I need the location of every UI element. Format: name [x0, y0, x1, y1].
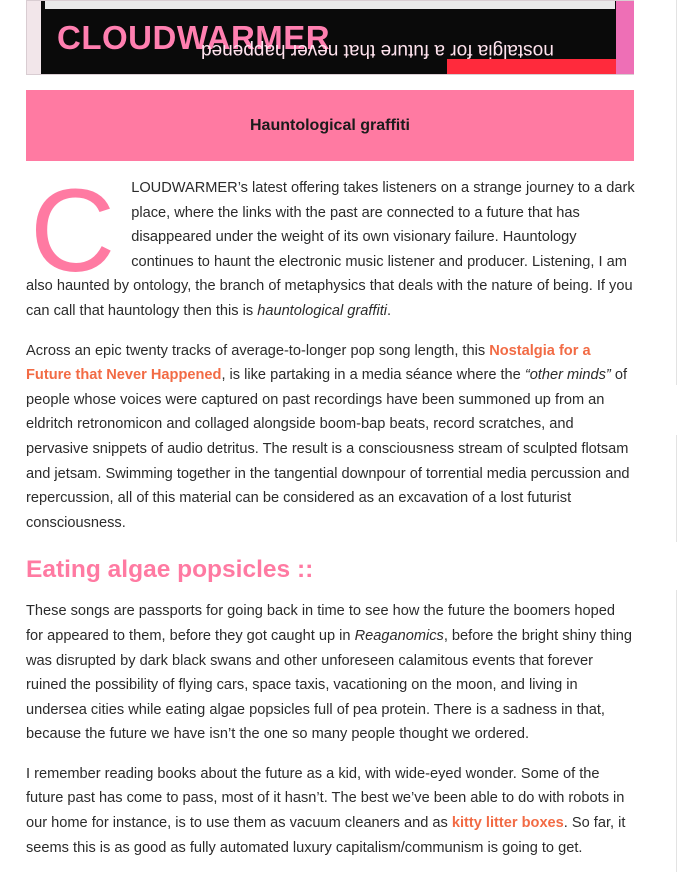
sidebar-divider-top	[676, 0, 677, 385]
sidebar-divider-middle	[676, 435, 677, 542]
cover-subtitle-inverted: nostalgia for a future that never happened	[201, 40, 554, 61]
paragraph-tracks	[26, 339, 636, 536]
paragraph-robots-start: I remember reading books about the future as a kid, with wide-eyed wonder. Some of the future past has come to pass, most of it hasn’t. The best we’ve been able to do with robots in our home for instance, is to use them as vacuum cleaners and as	[26, 765, 625, 832]
sidebar-divider-bottom	[676, 590, 677, 872]
cover-top-strip	[45, 1, 615, 9]
paragraph-tracks-end: of people whose voices were captured on past recordings have been summoned up from an eldritch retronomicon and collaged alongside boom-bap beats, record scratches, and pervasive snippets of audio detritus. The result is a consciousness stream of sculpted flotsam and jetsam. Swimming together in the tangential downpour of torrential media percussion and repercussion, all of this material can be considered as an excavation of a lost futurist consciousness.	[26, 367, 630, 531]
drop-cap: C	[30, 165, 116, 297]
paragraph-intro-end: .	[387, 302, 392, 319]
paragraph-boomers	[26, 599, 636, 747]
paragraph-tracks-mid: , is like partaking in a media séance where the	[221, 367, 525, 384]
article-body	[26, 165, 636, 872]
paragraph-robots-end: . So far, it seems this is as good as fully automated luxury capitalism/communism is going to get.	[26, 815, 626, 856]
paragraph-robots	[26, 762, 636, 860]
paragraph-intro	[26, 165, 636, 324]
cover-title: CLOUDWARMER	[57, 19, 331, 56]
paragraph-boomers-emphasis: Reaganomics	[354, 627, 444, 644]
cover-pink-edge	[616, 1, 634, 74]
cover-red-block	[447, 59, 621, 74]
album-link[interactable]: Nostalgia for a Future that Never Happened	[26, 342, 591, 384]
paragraph-intro-text: LOUDWARMER’s latest offering takes listeners on a strange journey to a dark place, where the links with the past are connected to a future that has disappeared under the weight of its own visionary failure. Hauntology continues to haunt the electronic music listener and producer. Listening, I am also haunted by ontology, the branch of metaphysics that deals with the nature of being. If you can call that hauntology then this is	[26, 180, 635, 319]
paragraph-tracks-emphasis: “other minds”	[524, 367, 611, 384]
paragraph-intro-emphasis: hauntological graffiti	[257, 302, 388, 319]
image-caption-banner	[26, 90, 634, 161]
section-heading: Eating algae popsicles ::	[26, 556, 314, 584]
kitty-litter-link[interactable]: kitty litter boxes	[451, 815, 564, 832]
paragraph-boomers-end: , before the bright shiny thing was disrupted by dark black swans and other unforeseen calamitous events that forever ruined the possibility of flying cars, space taxis, vacationing on the moon, and living in undersea cities while eating algae popsicles full of pea protein. There is a sadness in that, because the future we have isn’t the one so many people thought we ordered.	[26, 627, 633, 743]
album-cover-image	[26, 0, 634, 75]
album-cover-artwork	[41, 1, 621, 74]
paragraph-boomers-start: These songs are passports for going back in time to see how the future the boomers hoped for appeared to them, before they got caught up in	[26, 603, 615, 644]
paragraph-tracks-start: Across an epic twenty tracks of average-to-longer pop song length, this	[26, 342, 490, 359]
caption-text: Hauntological graffiti	[250, 116, 410, 134]
